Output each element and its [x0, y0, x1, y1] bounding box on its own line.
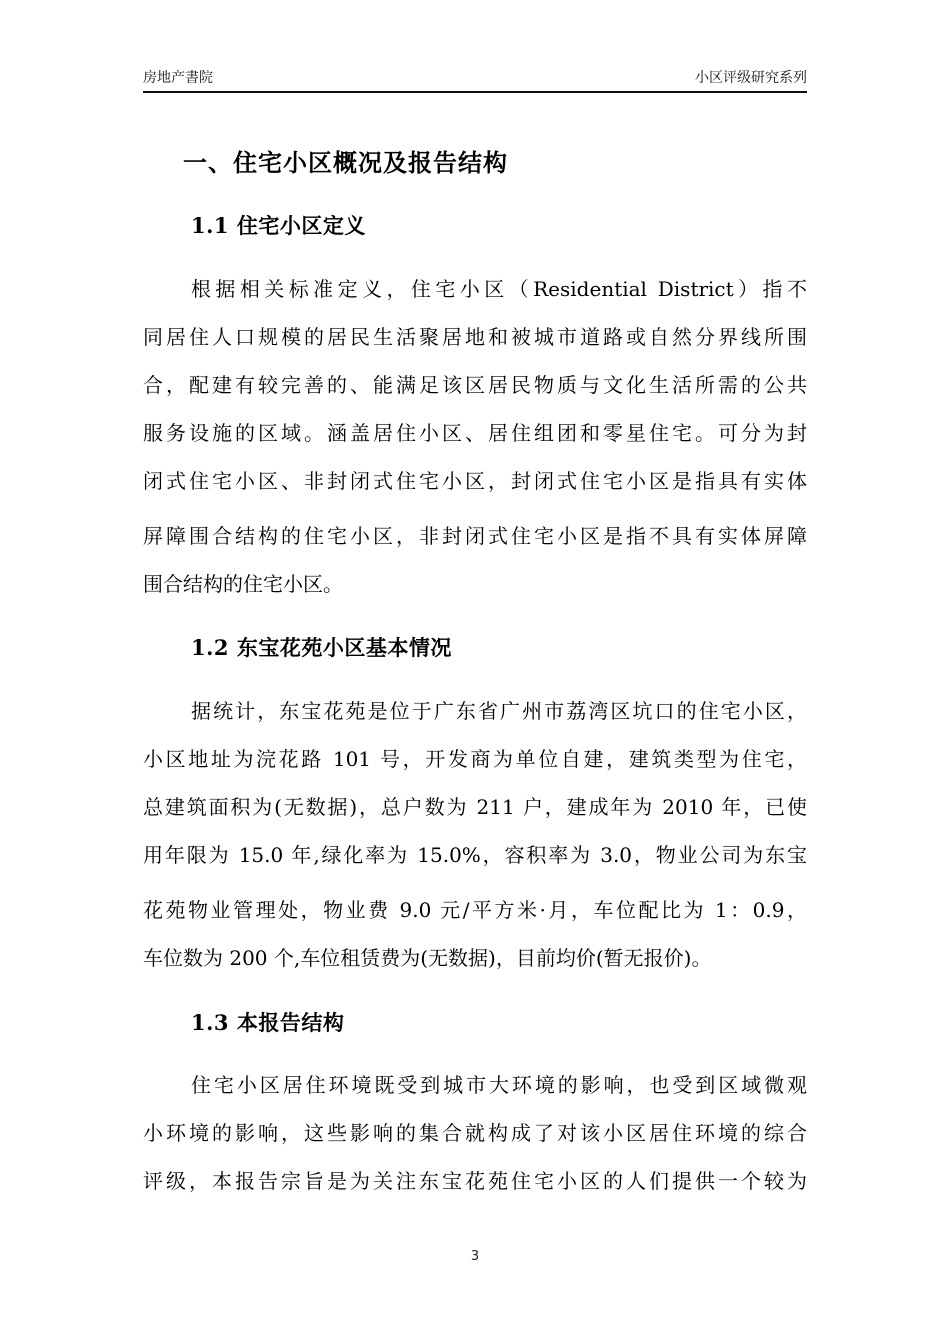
paragraph-line: 小区地址为浣花路 101 号，开发商为单位自建，建筑类型为住宅，	[143, 747, 807, 771]
page-header	[143, 68, 807, 90]
paragraph-line: 合，配建有较完善的、能满足该区居民物质与文化生活所需的公共	[143, 373, 807, 397]
paragraph-line: 车位数为 200 个,车位租赁费为(无数据)，目前均价(暂无报价)。	[143, 946, 712, 970]
header-series-title: 小区评级研究系列	[695, 70, 807, 86]
paragraph-line: 同居住人口规模的居民生活聚居地和被城市道路或自然分界线所围	[143, 325, 807, 349]
paragraph-line: 小环境的影响，这些影响的集合就构成了对该小区居住环境的综合	[143, 1121, 807, 1145]
page-number: 3	[470, 1249, 480, 1264]
paragraph-line: 评级，本报告宗旨是为关注东宝花苑住宅小区的人们提供一个较为	[143, 1169, 807, 1193]
header-divider	[143, 91, 807, 93]
paragraph-line: 据统计，东宝花苑是位于广东省广州市荔湾区坑口的住宅小区，	[191, 699, 807, 723]
paragraph-line: 总建筑面积为(无数据)，总户数为 211 户，建成年为 2010 年，已使	[143, 795, 807, 819]
header-publisher: 房地产書院	[143, 70, 213, 86]
paragraph-line: 住宅小区居住环境既受到城市大环境的影响，也受到区域微观	[191, 1073, 807, 1097]
section-heading-1-2: 1.2 东宝花苑小区基本情况	[191, 635, 452, 660]
section-heading-1-1: 1.1 住宅小区定义	[191, 213, 366, 238]
paragraph-line: 花苑物业管理处，物业费 9.0 元/平方米·月，车位配比为 1：0.9，	[143, 898, 807, 922]
paragraph-line: 用年限为 15.0 年,绿化率为 15.0%，容积率为 3.0，物业公司为东宝	[143, 843, 807, 867]
paragraph-line: 屏障围合结构的住宅小区，非封闭式住宅小区是指不具有实体屏障	[143, 524, 807, 548]
paragraph-line: 闭式住宅小区、非封闭式住宅小区，封闭式住宅小区是指具有实体	[143, 469, 807, 493]
chapter-title: 一、住宅小区概况及报告结构	[183, 148, 508, 177]
paragraph-line: 围合结构的住宅小区。	[143, 572, 343, 596]
paragraph-line: 根据相关标准定义，住宅小区（Residential District）指不	[191, 277, 807, 301]
section-heading-1-3: 1.3 本报告结构	[191, 1010, 345, 1035]
paragraph-line: 服务设施的区域。涵盖居住小区、居住组团和零星住宅。可分为封	[143, 421, 807, 445]
